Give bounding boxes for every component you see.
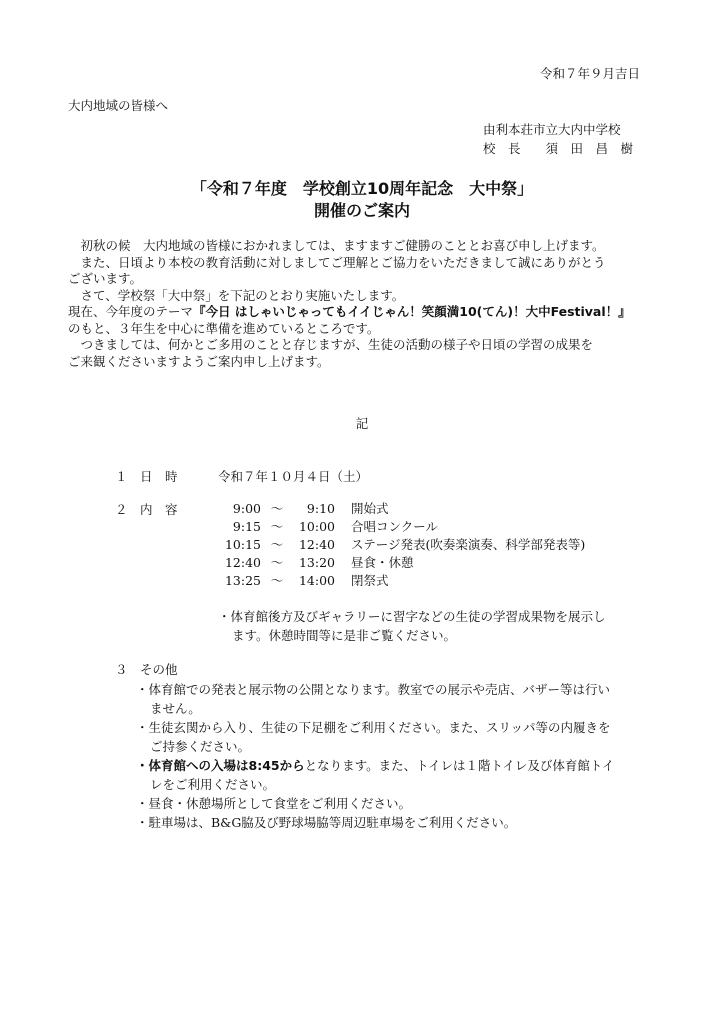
sender-principal: 校 長 須 田 昌 樹 — [483, 141, 634, 156]
list-item — [136, 756, 614, 775]
time-separator: ～ — [270, 501, 284, 516]
section-number: ２ — [115, 502, 128, 517]
note-line: ・体育館後方及びギャラリーに習字などの生徒の学習成果物を展示し — [218, 609, 606, 624]
section-number: ３ — [115, 662, 128, 677]
document-date: 令和７年９月吉日 — [540, 66, 641, 81]
end-time: 14:00 — [298, 572, 335, 588]
body-text — [68, 238, 668, 370]
list-item-continued: ご持参ください。 — [150, 739, 251, 754]
body-paragraph: 初秋の候 大内地域の皆様におかれましては、ますますご健勝のこととお喜び申し上げます。 — [68, 238, 605, 253]
list-item: ・体育館での発表と展示物の公開となります。教室での展示や売店、バザー等は行い — [136, 682, 611, 697]
start-time: 9:00 — [232, 500, 261, 516]
schedule-row — [219, 499, 589, 517]
body-paragraph — [68, 304, 668, 321]
section-label: 日 時 — [140, 469, 178, 484]
time-separator: ～ — [270, 537, 284, 552]
sender-school: 由利本荘市立大内中学校 — [483, 122, 621, 137]
body-paragraph: のもと、３年生を中心に準備を進めているところです。 — [68, 320, 380, 336]
title-line-2: 開催のご案内 — [313, 201, 410, 220]
schedule-event: 閉祭式 — [351, 573, 389, 588]
event-date: 令和７年１０月４日（土） — [218, 469, 369, 484]
schedule-event: 昼食・休憩 — [351, 555, 414, 570]
schedule-event: 合唱コンクール — [351, 519, 439, 534]
start-time: 10:15 — [224, 536, 261, 552]
theme-intro: 現在、今年度のテーマ — [68, 304, 194, 319]
ki-heading: 記 — [355, 416, 369, 431]
body-paragraph: ご来観くださいますようご案内申し上げます。 — [68, 353, 330, 369]
schedule-row — [219, 517, 589, 535]
festival-theme: 『今日 はしゃいじゃってもイイじゃん！笑顔満10(てん)！大中Festival！』 — [193, 304, 631, 319]
body-paragraph: さて、学校祭「大中祭」を下記のとおり実施いたします。 — [68, 287, 405, 303]
section-label: 内 容 — [140, 502, 178, 517]
body-paragraph: つきましては、何かとご多用のことと存じますが、生徒の活動の様子や日頃の学習の成果を — [68, 337, 594, 352]
note-line: ます。休憩時間等に是非ご覧ください。 — [232, 628, 457, 643]
section-number: １ — [115, 469, 128, 484]
schedule-event: ステージ発表(吹奏楽演奏、科学部発表等) — [351, 537, 586, 552]
sender-block — [483, 120, 633, 158]
time-separator: ～ — [270, 573, 284, 588]
list-item: ・生徒玄関から入り、生徒の下足棚をご利用ください。また、スリッパ等の内履きを — [136, 720, 611, 735]
section-label: その他 — [140, 662, 178, 677]
addressee: 大内地域の皆様へ — [68, 98, 169, 113]
document-title — [0, 178, 724, 222]
list-item-text: となります。また、トイレは１階トイレ及び体育館トイ — [304, 758, 615, 773]
end-time: 10:00 — [298, 518, 335, 534]
end-time: 12:40 — [298, 536, 335, 552]
entry-time-notice: ・体育館への入場は8:45から — [136, 758, 305, 773]
start-time: 12:40 — [224, 554, 261, 570]
schedule-row — [219, 535, 589, 553]
end-time: 9:10 — [306, 500, 335, 516]
body-paragraph: また、日頃より本校の教育活動に対しましてご理解とご協力をいただきまして誠にありがとう — [68, 254, 606, 270]
schedule-event: 開始式 — [351, 501, 389, 516]
list-item-continued: ません。 — [150, 701, 201, 716]
exhibit-note — [218, 607, 606, 645]
schedule-row — [219, 553, 589, 571]
schedule-table — [219, 499, 589, 589]
schedule-row — [219, 571, 589, 589]
time-separator: ～ — [270, 555, 284, 570]
time-separator: ～ — [270, 519, 284, 534]
list-item: ・昼食・休憩場所として食堂をご利用ください。 — [136, 796, 412, 811]
other-items — [136, 680, 614, 832]
list-item-continued: レをご利用ください。 — [150, 777, 276, 792]
title-line-1: 「令和７年度 学校創立10周年記念 大中祭」 — [190, 179, 534, 198]
start-time: 9:15 — [232, 518, 261, 534]
body-paragraph: ございます。 — [68, 271, 143, 286]
end-time: 13:20 — [298, 554, 335, 570]
start-time: 13:25 — [224, 572, 261, 588]
list-item: ・駐車場は、B&G脇及び野球場脇等周辺駐車場をご利用ください。 — [136, 815, 517, 830]
